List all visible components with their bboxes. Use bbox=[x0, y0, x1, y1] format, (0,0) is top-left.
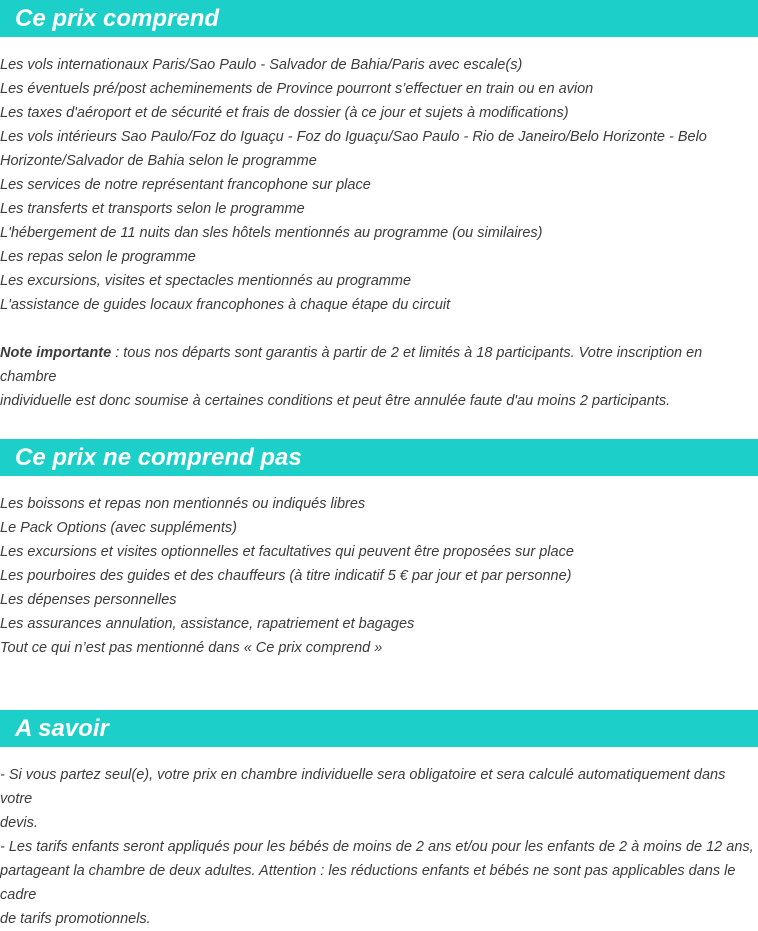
info-section-title: A savoir bbox=[0, 710, 758, 747]
list-item: Les excursions, visites et spectacles mentionnés au programme bbox=[0, 273, 412, 289]
excluded-list bbox=[0, 492, 758, 660]
list-item: Tout ce qui n’est pas mentionné dans « Ce prix comprend » bbox=[0, 640, 383, 656]
included-list bbox=[0, 53, 758, 413]
list-item: Les pourboires des guides et des chauffeurs (à titre indicatif 5 € par jour et par personne) bbox=[0, 568, 572, 584]
list-item: Les repas selon le programme bbox=[0, 249, 196, 265]
list-item: Les dépenses personnelles bbox=[0, 592, 177, 608]
excluded-section-title: Ce prix ne comprend pas bbox=[0, 439, 758, 476]
list-item: Les transferts et transports selon le programme bbox=[0, 201, 305, 217]
list-item: L'hébergement de 11 nuits dan sles hôtels mentionnés au programme (ou similaires) bbox=[0, 225, 543, 241]
list-item: Les services de notre représentant francophone sur place bbox=[0, 177, 371, 193]
info-line: de tarifs promotionnels. bbox=[0, 911, 151, 927]
list-item: Les excursions et visites optionnelles et facultatives qui peuvent être proposées sur place bbox=[0, 544, 574, 560]
info-line: - Les tarifs enfants seront appliqués pour les bébés de moins de 2 ans et/ou pour les enfants de 2 à moins de 12 ans, bbox=[0, 839, 754, 855]
list-item: L'assistance de guides locaux francophones à chaque étape du circuit bbox=[0, 297, 451, 313]
important-note bbox=[0, 341, 758, 389]
note-text: : tous nos départs sont garantis à partir de 2 et limités à 18 participants. Votre inscription en chambre bbox=[0, 345, 703, 385]
list-item: Le Pack Options (avec suppléments) bbox=[0, 520, 237, 536]
list-item: Les taxes d'aéroport et de sécurité et frais de dossier (à ce jour et sujets à modifications) bbox=[0, 105, 569, 121]
list-item: Les boissons et repas non mentionnés ou indiqués libres bbox=[0, 496, 366, 512]
list-item: Les assurances annulation, assistance, rapatriement et bagages bbox=[0, 616, 415, 632]
list-item: Les vols internationaux Paris/Sao Paulo - Salvador de Bahia/Paris avec escale(s) bbox=[0, 57, 523, 73]
info-line: devis. bbox=[0, 815, 38, 831]
list-item: Horizonte/Salvador de Bahia selon le programme bbox=[0, 153, 317, 169]
included-section-title: Ce prix comprend bbox=[0, 0, 758, 37]
note-label: Note importante bbox=[0, 345, 112, 361]
info-line: - Si vous partez seul(e), votre prix en chambre individuelle sera obligatoire et sera calculé automatiquement dans votre bbox=[0, 767, 726, 807]
info-line: partageant la chambre de deux adultes. Attention : les réductions enfants et bébés ne sont pas applicables dans le cadre bbox=[0, 863, 736, 903]
info-text bbox=[0, 763, 758, 931]
important-note-continued: individuelle est donc soumise à certaines conditions et peut être annulée faute d'au moins 2 participants. bbox=[0, 393, 671, 409]
list-item: Les vols intérieurs Sao Paulo/Foz do Iguaçu - Foz do Iguaçu/Sao Paulo - Rio de Janeiro/Belo Horizonte - Belo bbox=[0, 129, 707, 145]
list-item: Les éventuels pré/post acheminements de Province pourront s’effectuer en train ou en avion bbox=[0, 81, 594, 97]
